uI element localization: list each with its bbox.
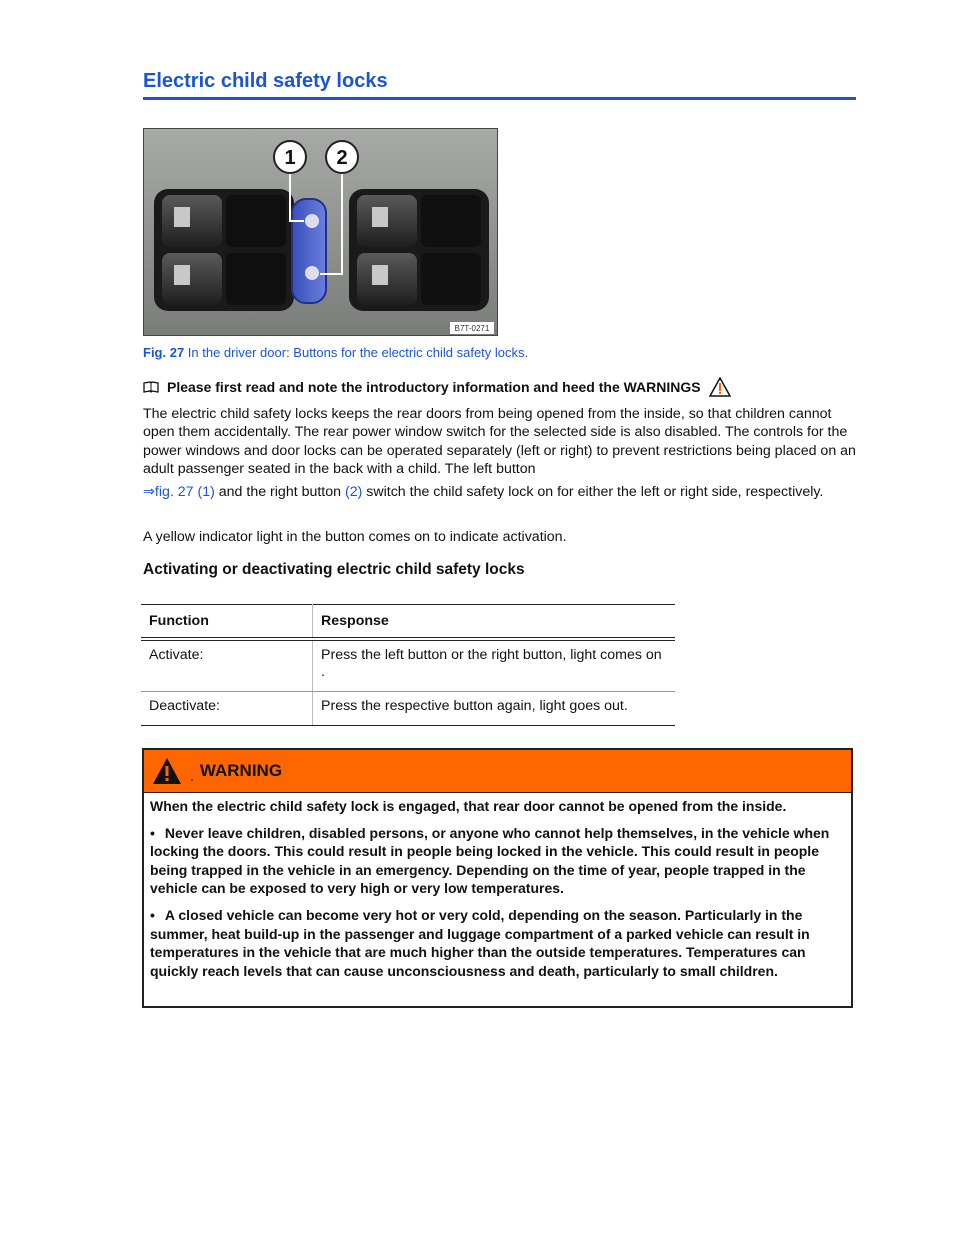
table-header-function: Function	[141, 605, 313, 640]
table-cell-response: Press the left button or the right button, light comes on .	[313, 639, 676, 692]
warning-dot: .	[190, 768, 194, 784]
left-rear-window-switch	[162, 253, 222, 305]
figure-reference-link[interactable]: fig. 27 (1)	[154, 484, 215, 500]
bullet-icon: •	[150, 824, 155, 841]
child-lock-left-icon	[305, 214, 319, 228]
bullet-icon: •	[150, 906, 155, 923]
left-front-window-switch	[162, 195, 222, 247]
table-cell-function: Activate:	[141, 639, 313, 692]
warning-box	[142, 748, 853, 1008]
figure-caption	[143, 345, 528, 360]
function-table	[141, 604, 675, 726]
window-icon	[174, 265, 190, 285]
book-icon	[143, 381, 159, 393]
table-row	[141, 692, 675, 726]
warning-bullet-1	[150, 824, 845, 898]
warning-bullet-2	[150, 906, 845, 980]
warning-body	[144, 793, 851, 980]
callout-2-reference-link[interactable]: (2)	[344, 484, 363, 500]
callout-1-label: 1	[284, 147, 296, 169]
figure-caption-label: Fig. 27	[143, 345, 185, 360]
figure-caption-text: In the driver door: Buttons for the electric child safety locks.	[184, 345, 529, 360]
reference-arrow: ⇒	[143, 484, 155, 500]
warning-triangle-icon	[709, 377, 731, 397]
child-lock-button-group	[292, 199, 326, 303]
window-icon	[174, 207, 190, 227]
warning-bullet-1-text: Never leave children, disabled persons, or anyone who cannot help themselves, in the vehicle when locking the doors. This could result in people being locked in the vehicle. This could result in people being trapped in the vehicle in an emergency. Depending on the time of year, people trapped in the vehicle can be exposed to very high or very low temperatures.	[150, 824, 830, 897]
table-header-response: Response	[313, 605, 676, 640]
warning-triangle-icon	[152, 757, 182, 785]
door-switch-illustration	[144, 129, 498, 336]
body-paragraph-2-end: switch the child safety lock on for either the left or right side, respectively.	[362, 484, 824, 500]
body-paragraph-3: A yellow indicator light in the button comes on to indicate activation.	[143, 529, 567, 545]
table-cell-function: Deactivate:	[141, 692, 313, 726]
child-lock-right-icon	[305, 266, 319, 280]
table-row	[141, 639, 675, 692]
section-heading: Activating or deactivating electric child safety locks	[143, 561, 525, 578]
body-paragraph-2-mid: and the right button	[214, 484, 345, 500]
table-cell-response: Press the respective button again, light goes out.	[313, 692, 676, 726]
figure-code: B7T-0271	[454, 324, 490, 333]
warning-paragraph: When the electric child safety lock is engaged, that rear door cannot be opened from the inside.	[150, 798, 787, 814]
window-icon	[372, 207, 388, 227]
window-icon	[372, 265, 388, 285]
intro-note	[143, 377, 731, 397]
table-header-row	[141, 605, 675, 640]
warning-bullet-2-text: A closed vehicle can become very hot or very cold, depending on the season. Particularly in the summer, heat build-up in the passenger and luggage compartment of a parked vehicle can result in temperatures in the vehicle that are much higher than the outside temperatures. Temperatures can quickly reach levels that can cause unconsciousness and death, particularly to small children.	[150, 906, 810, 979]
warning-label: WARNING	[199, 761, 283, 780]
callout-2-label: 2	[336, 147, 348, 169]
intro-note-text: Please first read and note the introductory information and heed the WARNINGS	[167, 379, 701, 395]
warning-header	[144, 750, 851, 793]
body-paragraph-2	[143, 483, 856, 501]
figure-window-switch-panel	[143, 128, 498, 336]
body-paragraph-1: The electric child safety locks keeps the rear doors from being opened from the inside, so that children cannot open them accidentally. The rear power window switch for the selected side is also disabled. The controls for the power windows and door locks can be operated separately (left or right) to prevent restrictions being placed on an adult passenger seated in the back with a child. The left button	[143, 406, 856, 478]
page-title: Electric child safety locks	[143, 70, 856, 100]
